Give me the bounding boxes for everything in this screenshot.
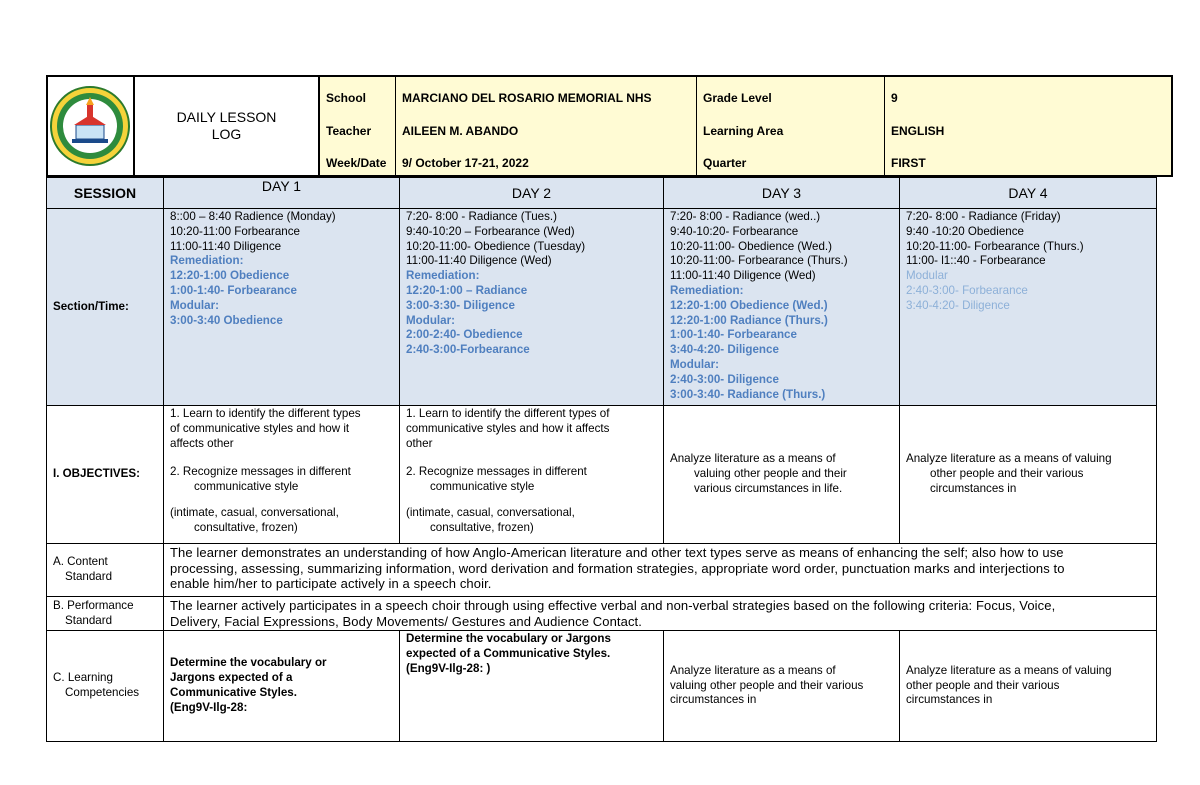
objective-text: communicative style <box>194 480 299 494</box>
week-label: Week/Date <box>320 143 396 175</box>
performance-standard-label <box>47 597 164 631</box>
section-time-row <box>47 209 1157 406</box>
time-line: 10:20-11:00- Forbearance (Thurs.) <box>670 254 848 268</box>
objective-text: (intimate, casual, conversational, <box>170 505 339 519</box>
time-line: 12:20-1:00 Radiance (Thurs.) <box>670 313 828 327</box>
time-line: 3:00-3:30- Diligence <box>406 298 515 312</box>
standard-line: Delivery, Facial Expressions, Body Movements/ Gestures and Audience Contact. <box>170 613 642 629</box>
competency-text: circumstances in <box>670 693 757 707</box>
objective-text: communicative styles and how it affects <box>406 421 610 435</box>
quarter-value: FIRST <box>891 156 926 170</box>
modular-heading: Modular: <box>406 313 455 327</box>
standard-line: The learner actively participates in a speech choir through using effective verbal and non-verbal strategies based on the following criteria: Focus, Voice, <box>170 598 1056 613</box>
time-line: 9:40-10:20- Forbearance <box>670 224 799 238</box>
day2-objectives <box>400 406 664 544</box>
time-line: 7:20- 8:00 - Radiance (Friday) <box>906 210 1061 223</box>
day3-header: DAY 3 <box>664 178 900 209</box>
school-value: MARCIANO DEL ROSARIO MEMORIAL NHS <box>396 77 697 110</box>
time-line: 2:40-3:00-Forbearance <box>406 343 530 357</box>
label-text: Competencies <box>65 686 140 699</box>
competency-text: circumstances in <box>906 693 993 707</box>
time-line: 8::00 – 8:40 Radience (Monday) <box>170 210 336 223</box>
modular-heading: Modular <box>906 269 948 283</box>
objective-text: (intimate, casual, conversational, <box>406 505 575 519</box>
remediation-heading: Remediation: <box>670 283 744 297</box>
time-line: 3:00-3:40- Radiance (Thurs.) <box>670 387 826 401</box>
competency-text: Determine the vocabulary or Jargons <box>406 632 611 645</box>
day2-competency <box>400 631 664 742</box>
section-time-label: Section/Time: <box>47 209 164 406</box>
standard-line: enable him/her to participate actively in a speech choir. <box>170 576 492 591</box>
time-line: 3:40-4:20- Diligence <box>906 298 1010 312</box>
teacher-label: Teacher <box>320 110 396 143</box>
time-line: 10:20-11:00- Obedience (Wed.) <box>670 239 832 253</box>
week-value: 9/ October 17-21, 2022 <box>396 143 697 175</box>
time-line: 2:40-3:00- Forbearance <box>906 283 1028 297</box>
objectives-row <box>47 406 1157 544</box>
competency-text: Determine the vocabulary or <box>170 656 327 670</box>
competencies-label <box>47 631 164 742</box>
day1-header: DAY 1 <box>164 178 400 209</box>
day4-competency <box>900 631 1157 742</box>
objective-text: Analyze literature as a means of <box>670 452 836 466</box>
label-text: Standard <box>65 613 113 627</box>
header-row-school <box>320 77 1171 111</box>
time-line: 11:00- l1::40 - Forbearance <box>906 254 1046 268</box>
time-line: 1:00-1:40- Forbearance <box>670 328 797 342</box>
objective-text: circumstances in <box>930 481 1017 495</box>
day3-objectives <box>664 406 900 544</box>
objective-text: Analyze literature as a means of valuing <box>906 452 1112 466</box>
day4-times <box>900 209 1157 406</box>
modular-heading: Modular: <box>170 298 219 312</box>
time-line: 12:20-1:00 Obedience <box>170 269 290 283</box>
time-line: 2:40-3:00- Diligence <box>670 372 779 386</box>
header-row-teacher <box>320 110 1171 144</box>
objective-text: other <box>406 436 433 450</box>
day4-header: DAY 4 <box>900 178 1157 209</box>
day2-times <box>400 209 664 406</box>
day4-objectives <box>900 406 1157 544</box>
label-text: C. Learning <box>53 671 113 685</box>
objective-text: communicative style <box>430 480 535 494</box>
quarter-label: Quarter <box>697 143 885 175</box>
objective-text: consultative, frozen) <box>194 520 298 534</box>
performance-standard-row <box>47 597 1157 631</box>
time-line: 11:00-11:40 Diligence <box>170 239 282 253</box>
day1-times <box>164 209 400 406</box>
day1-competency <box>164 631 400 742</box>
objective-text: 1. Learn to identify the different types of <box>406 407 610 420</box>
time-line: 7:20- 8:00 - Radiance (Tues.) <box>406 210 558 223</box>
content-standard-row <box>47 544 1157 597</box>
lesson-table <box>46 177 1157 742</box>
time-line: 11:00-11:40 Diligence (Wed) <box>406 254 552 268</box>
competency-code: (Eng9V-Ilg-28: ) <box>406 661 491 675</box>
objective-text: affects other <box>170 436 234 450</box>
time-line: 1:00-1:40- Forbearance <box>170 283 297 297</box>
competency-text: Analyze literature as a means of <box>670 663 836 677</box>
competencies-row <box>47 631 1157 742</box>
time-line: 9:40 -10:20 Obedience <box>906 224 1024 238</box>
time-line: 12:20-1:00 Obedience (Wed.) <box>670 298 828 312</box>
time-line: 3:00-3:40 Obedience <box>170 313 283 327</box>
remediation-heading: Remediation: <box>170 254 244 268</box>
objectives-label: I. OBJECTIVES: <box>47 406 164 544</box>
time-line: 12:20-1:00 – Radiance <box>406 283 528 297</box>
content-standard-text <box>164 544 1157 597</box>
objective-text: various circumstances in life. <box>694 481 843 495</box>
time-line: 9:40-10:20 – Forbearance (Wed) <box>406 224 575 238</box>
teacher-value: AILEEN M. ABANDO <box>396 110 697 143</box>
day1-objectives <box>164 406 400 544</box>
title-cell <box>135 77 320 175</box>
table-header-row <box>47 178 1157 209</box>
modular-heading: Modular: <box>670 357 719 371</box>
objective-text: 1. Learn to identify the different types <box>170 407 361 420</box>
time-line: 7:20- 8:00 - Radiance (wed..) <box>670 210 821 223</box>
competency-text: other people and their various <box>906 678 1060 692</box>
label-text: A. Content <box>53 555 108 569</box>
objective-text: 2. Recognize messages in different <box>406 465 587 479</box>
header-table <box>46 75 1173 177</box>
log-title-line1: DAILY LESSON <box>176 109 277 125</box>
time-line: 10:20-11:00 Forbearance <box>170 224 300 238</box>
day3-times <box>664 209 900 406</box>
day3-competency <box>664 631 900 742</box>
school-seal-logo <box>48 77 133 175</box>
objective-text: 2. Recognize messages in different <box>170 465 351 479</box>
grade-label: Grade Level <box>697 77 885 110</box>
log-title-line2: LOG <box>211 126 242 142</box>
area-label: Learning Area <box>697 110 885 143</box>
time-line: 2:00-2:40- Obedience <box>406 328 523 342</box>
standard-line: processing, assessing, summarizing information, word derivation and formation strategies, appropriate word order, punctuation marks and interjections to <box>170 560 1065 576</box>
time-line: 3:40-4:20- Diligence <box>670 343 779 357</box>
area-value: ENGLISH <box>891 124 945 138</box>
label-text: Standard <box>65 570 113 583</box>
competency-text: valuing other people and their various <box>670 678 864 692</box>
day2-header: DAY 2 <box>400 178 664 209</box>
standard-line: The learner demonstrates an understanding of how Anglo-American literature and other text types serve as means of enhancing the self; also how to use <box>170 545 1064 560</box>
performance-standard-text <box>164 597 1157 631</box>
objective-text: other people and their various <box>930 467 1084 481</box>
objective-text: valuing other people and their <box>694 467 847 481</box>
content-standard-label <box>47 544 164 597</box>
competency-text: Communicative Styles. <box>170 686 297 699</box>
grade-value: 9 <box>891 91 898 105</box>
competency-text: expected of a Communicative Styles. <box>406 646 611 660</box>
competency-code: (Eng9V-Ilg-28: <box>170 700 248 714</box>
objective-text: consultative, frozen) <box>430 520 534 534</box>
logo-cell <box>48 77 135 175</box>
competency-text: Analyze literature as a means of valuing <box>906 663 1112 677</box>
objective-text: of communicative styles and how it <box>170 421 350 435</box>
school-label: School <box>320 77 396 110</box>
remediation-heading: Remediation: <box>406 269 480 283</box>
time-line: 10:20-11:00- Obedience (Tuesday) <box>406 239 586 253</box>
header-row-week <box>320 143 1171 175</box>
time-line: 11:00-11:40 Diligence (Wed) <box>670 269 816 283</box>
session-header: SESSION <box>47 178 164 209</box>
label-text: B. Performance <box>53 598 134 612</box>
time-line: 10:20-11:00- Forbearance (Thurs.) <box>906 239 1084 253</box>
competency-text: Jargons expected of a <box>170 671 293 685</box>
